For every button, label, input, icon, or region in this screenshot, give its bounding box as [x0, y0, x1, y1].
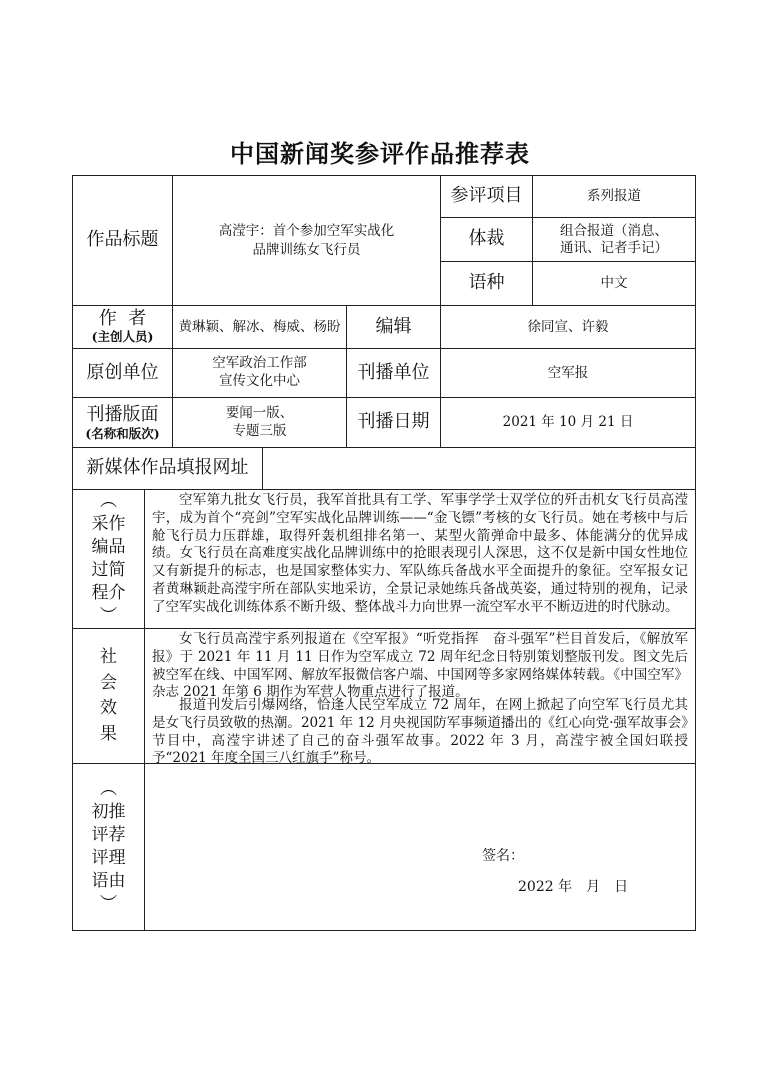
recommend-label-4: 语由	[91, 870, 126, 891]
genre-value	[533, 218, 695, 261]
new-media-url-value[interactable]	[263, 448, 695, 489]
original-unit-line-1: 空军政治工作部	[212, 355, 307, 372]
effect-label-3: 果	[100, 723, 117, 744]
recommend-label-5: ︶	[100, 893, 117, 914]
publish-date-value: 2021 年 10 月 21 日	[502, 414, 634, 431]
effect-label-1: 会	[100, 672, 117, 693]
work-title-label: 作品标题	[86, 229, 159, 251]
layout-label-note: (名称和版次)	[85, 425, 160, 441]
author-value: 黄琳颖、解冰、梅威、杨盼	[178, 318, 341, 335]
author-label-text: 作 者	[98, 308, 147, 330]
process-label-4: 程介	[91, 582, 126, 603]
layout-line-1: 要闻一版、	[225, 404, 294, 421]
new-media-url-label: 新媒体作品填报网址	[86, 457, 249, 479]
genre-line-2: 通讯、记者手记）	[560, 239, 668, 256]
process-text: 空军第九批女飞行员，我军首批具有工学、军事学学士双学位的歼击机女飞行员高滢宇，成为首个“亮剑”空军实战化品牌训练——“金飞镖”考核的女飞行员。她在考核中与后舱飞行员力压群雄，取得歼轰机组排名第一、某型火箭弹命中最多、体能满分的优异成绩。女飞行员在高难度实战化品牌训练中的抢眼表现引人深思，这不仅是新中国女性地位又有新提升的标志，也是国家整体实力、军队练兵备战水平全面提升的象征。空军报女记者黄琳颖赴高滢宇所在部队实地采访，全景记录她练兵备战英姿，通过特别的视角，记录了空军实战化训练体系不断升级、整体战斗力向世界一流空军水平不断迈进的时代脉动。	[152, 492, 688, 615]
effect-label-2: 效	[100, 698, 117, 718]
effect-label-0: 社	[100, 647, 117, 667]
recommend-label	[73, 764, 144, 930]
category-value: 系列报道	[587, 188, 641, 205]
genre-line-1: 组合报道（消息、	[560, 222, 668, 239]
category-label: 参评项目	[450, 185, 523, 207]
publish-unit-value: 空军报	[547, 364, 589, 381]
layout-label	[73, 398, 172, 447]
author-label	[73, 306, 172, 348]
signature-date: 2022 年 月 日	[518, 879, 629, 895]
effect-text-1: 女飞行员高滢宇系列报道在《空军报》“听党指挥 奋斗强军”栏目首发后，《解放军报》于 2021 年 11 月 11 日作为空军成立 72 周年纪念日特别策划整版刊发。图文先后被空军在线、中国军网、解放军报微信客户端、中国网等多家网络媒体转载。《中国空军》杂志 2021 年第 6 期作为军营人物重点进行了报道。	[152, 631, 688, 701]
publish-date-label: 刊播日期	[357, 411, 430, 433]
work-title-line-1: 高滢宇：首个参加空军实战化	[218, 223, 395, 240]
recommend-label-2: 评荐	[91, 825, 126, 846]
work-title-line-2: 品牌训练女飞行员	[252, 241, 361, 258]
effect-label	[73, 629, 144, 763]
layout-line-2: 专题三版	[232, 422, 287, 439]
process-label-0: ︵	[100, 491, 117, 512]
effect-text-2: 报道刊发后引爆网络，恰逢人民空军成立 72 周年，在网上掀起了向空军飞行员尤其是女飞行员致敬的热潮。2021 年 12 月央视国防军事频道播出的《红心向党·强军故事会》节目中，高滢宇讲述了自己的奋斗强军故事。2022 年 3 月，高滢宇被全国妇联授予“2021 年度全国三八红旗手”称号。	[152, 697, 688, 767]
language-value: 中文	[600, 275, 628, 292]
process-label	[73, 490, 144, 628]
publish-unit-label: 刊播单位	[357, 361, 430, 383]
layout-label-text: 刊播版面	[86, 404, 159, 426]
original-unit-label: 原创单位	[86, 361, 159, 383]
editor-label: 编辑	[375, 315, 412, 337]
process-label-2: 编品	[91, 537, 126, 558]
original-unit-line-2: 宣传文化中心	[219, 373, 300, 389]
signature-label: 签名：	[482, 848, 524, 864]
form-title: 中国新闻奖参评作品推荐表	[230, 139, 530, 168]
editor-value: 徐同宣、许毅	[527, 318, 609, 335]
author-label-note: (主创人员)	[91, 329, 154, 345]
work-title-value	[173, 176, 440, 305]
original-unit-value	[173, 349, 346, 397]
process-label-1: 采作	[91, 514, 126, 535]
genre-label: 体裁	[468, 228, 505, 250]
layout-value	[173, 398, 346, 447]
language-label: 语种	[468, 272, 505, 294]
recommend-label-3: 评理	[91, 848, 126, 868]
recommend-label-0: ︵	[100, 779, 117, 800]
process-label-3: 过简	[91, 560, 126, 580]
process-label-5: ︶	[100, 605, 117, 626]
recommend-label-1: 初推	[91, 802, 126, 823]
